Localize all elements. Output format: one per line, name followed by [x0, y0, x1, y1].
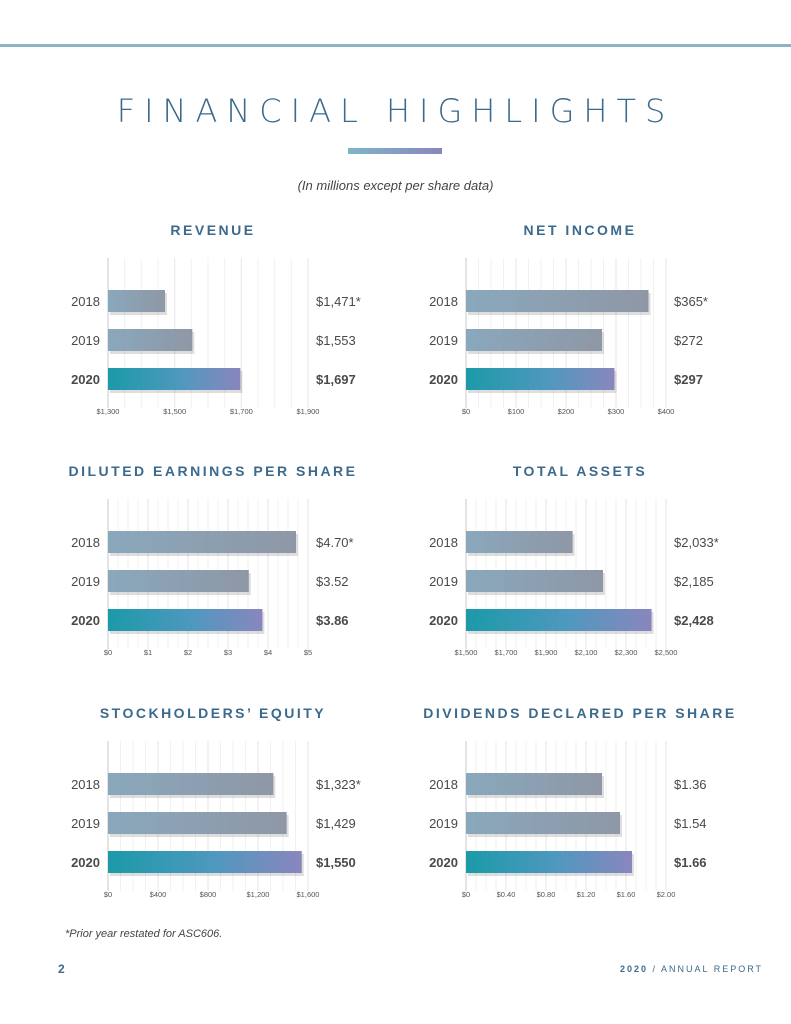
category-label: 2018 [71, 294, 100, 309]
bar [108, 851, 302, 873]
tick-label: $400 [657, 407, 675, 416]
value-label: $3.52 [316, 574, 349, 589]
bar [466, 290, 649, 312]
value-label: $2,185 [674, 574, 714, 589]
chart-title: TOTAL ASSETS [512, 463, 648, 479]
value-label: $2,428 [674, 613, 714, 628]
tick-label: $1,500 [163, 407, 187, 416]
tick-label: $1,500 [454, 648, 478, 657]
tick-label: $3 [223, 648, 233, 657]
category-label: 2020 [71, 372, 100, 387]
tick-label: $1.20 [576, 890, 596, 899]
bar [108, 531, 296, 553]
value-label: $1,471* [316, 294, 361, 309]
chart-title: REVENUE [170, 222, 256, 238]
category-label: 2019 [429, 816, 458, 831]
bar [466, 531, 573, 553]
bar [466, 368, 615, 390]
chart-title: DILUTED EARNINGS PER SHARE [68, 463, 358, 479]
tick-label: $1,900 [296, 407, 320, 416]
chart-panel-total-assets [406, 463, 776, 663]
tick-label: $0 [461, 890, 471, 899]
value-label: $297 [674, 372, 703, 387]
tick-label: $4 [263, 648, 273, 657]
tick-label: $5 [303, 648, 313, 657]
page-subtitle: (In millions except per share data) [297, 178, 494, 193]
value-label: $1,323* [316, 777, 361, 792]
bar [108, 609, 262, 631]
tick-label: $300 [607, 407, 625, 416]
total-assets-chart [406, 463, 776, 663]
category-label: 2019 [71, 333, 100, 348]
category-label: 2019 [71, 816, 100, 831]
category-label: 2020 [429, 613, 458, 628]
value-label: $272 [674, 333, 703, 348]
category-label: 2018 [429, 294, 458, 309]
category-label: 2019 [429, 333, 458, 348]
bar [466, 609, 652, 631]
bar [108, 570, 249, 592]
category-label: 2020 [71, 613, 100, 628]
value-label: $1,550 [316, 855, 356, 870]
value-label: $3.86 [316, 613, 349, 628]
page-title: FINANCIAL HIGHLIGHTS [116, 92, 675, 130]
net-income-chart [406, 222, 776, 422]
tick-label: $2,300 [614, 648, 638, 657]
footer-report-text: / ANNUAL REPORT [648, 964, 764, 974]
tick-label: $0.80 [536, 890, 556, 899]
tick-label: $1 [143, 648, 153, 657]
category-label: 2018 [429, 777, 458, 792]
value-label: $1,553 [316, 333, 356, 348]
bar [466, 773, 602, 795]
value-label: $1.36 [674, 777, 707, 792]
value-label: $365* [674, 294, 708, 309]
tick-label: $1,900 [534, 648, 558, 657]
tick-label: $0 [461, 407, 471, 416]
category-label: 2020 [429, 372, 458, 387]
bar [466, 570, 603, 592]
value-label: $2,033* [674, 535, 719, 550]
tick-label: $0 [103, 890, 113, 899]
dividends-chart [406, 705, 776, 905]
top-rule [0, 44, 791, 47]
page-number: 2 [58, 962, 65, 976]
tick-label: $1,200 [246, 890, 270, 899]
chart-panel-dividends [406, 705, 776, 905]
category-label: 2018 [71, 777, 100, 792]
category-label: 2019 [71, 574, 100, 589]
footer-report-label [620, 964, 763, 974]
chart-title: DIVIDENDS DECLARED PER SHARE [423, 705, 737, 721]
stockholders-equity-chart [48, 705, 418, 905]
tick-label: $100 [507, 407, 525, 416]
bar [466, 812, 620, 834]
tick-label: $400 [149, 890, 167, 899]
tick-label: $200 [557, 407, 575, 416]
tick-label: $1,300 [96, 407, 120, 416]
tick-label: $2,100 [574, 648, 598, 657]
bar [108, 329, 192, 351]
tick-label: $2 [183, 648, 193, 657]
tick-label: $1,700 [229, 407, 253, 416]
value-label: $4.70* [316, 535, 354, 550]
footnote: *Prior year restated for ASC606. [65, 928, 223, 940]
bar [466, 329, 602, 351]
bar [108, 290, 165, 312]
tick-label: $1,700 [494, 648, 518, 657]
chart-title: NET INCOME [523, 222, 637, 238]
tick-label: $2.00 [656, 890, 676, 899]
title-accent-bar [348, 148, 442, 154]
chart-panel-diluted-eps [48, 463, 418, 663]
chart-panel-revenue [48, 222, 418, 422]
tick-label: $800 [199, 890, 217, 899]
value-label: $1.66 [674, 855, 707, 870]
bar [108, 773, 273, 795]
bar [108, 368, 240, 390]
diluted-eps-chart [48, 463, 418, 663]
bar [466, 851, 632, 873]
bar [108, 812, 287, 834]
category-label: 2019 [429, 574, 458, 589]
tick-label: $2,500 [654, 648, 678, 657]
value-label: $1,429 [316, 816, 356, 831]
chart-panel-net-income [406, 222, 776, 422]
category-label: 2020 [429, 855, 458, 870]
tick-label: $1.60 [616, 890, 636, 899]
tick-label: $0.40 [496, 890, 516, 899]
value-label: $1.54 [674, 816, 707, 831]
revenue-chart [48, 222, 418, 422]
chart-panel-stockholders-equity [48, 705, 418, 905]
category-label: 2018 [71, 535, 100, 550]
value-label: $1,697 [316, 372, 356, 387]
footer-year: 2020 [620, 964, 649, 974]
tick-label: $1,600 [296, 890, 320, 899]
category-label: 2018 [429, 535, 458, 550]
category-label: 2020 [71, 855, 100, 870]
tick-label: $0 [103, 648, 113, 657]
chart-title: STOCKHOLDERS’ EQUITY [99, 705, 327, 721]
